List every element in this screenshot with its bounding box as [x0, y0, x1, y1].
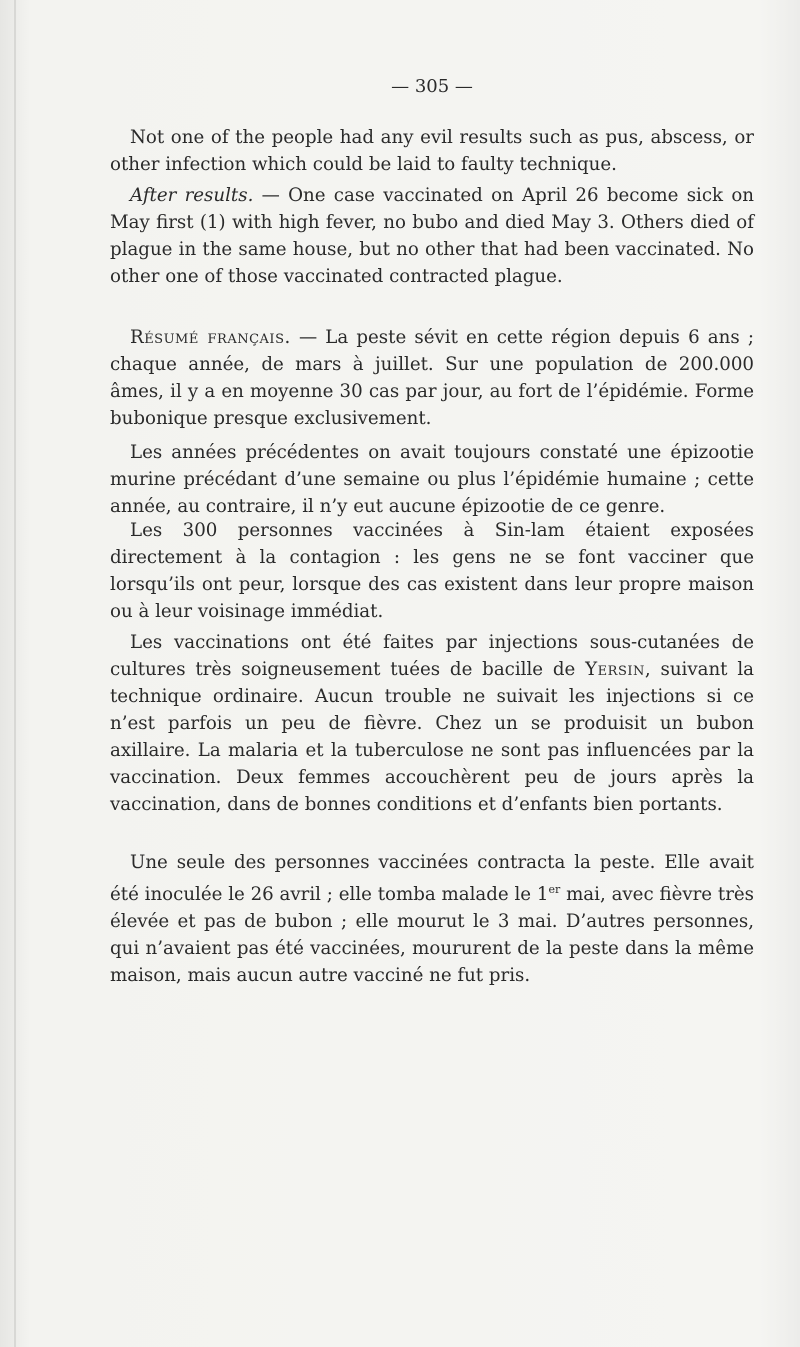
paragraph-english-2	[110, 182, 754, 290]
paragraph-french-3: Les 300 personnes vaccinées à Sin-lam étaient exposées directement à la contagion : les gens ne se font vacciner que lorsqu’ils ont peur, lorsque des cas existent dans leur propre maison ou à leur voisinage immédiat.	[110, 520, 754, 622]
paragraph-french-1	[110, 324, 754, 432]
resume-francais-text: — La peste sévit en cette région depuis 6 ans ; chaque année, de mars à juillet. Sur une population de 200.000 âmes, il y a en moyenne 30 cas par jour, au fort de l’épidémie. Forme bubonique presque exclusivement.	[110, 327, 755, 429]
after-results-heading: After results.	[130, 185, 254, 206]
paragraph-english-1: Not one of the people had any evil results such as pus, abscess, or other infection which could be laid to faulty technique.	[110, 127, 754, 175]
paragraph-french-4-part-b: , suivant la technique ordinaire. Aucun trouble ne suivait les injections si ce n’est parfois un peu de fièvre. Chez un se produisit un bubon axillaire. La malaria et la tuberculose ne sont pas influencées par la vaccination. Deux femmes accouchèrent peu de jours après la vaccination, dans de bonnes conditions et d’enfants bien portants.	[110, 659, 754, 815]
author-name-yersin: Yersin	[585, 659, 645, 680]
ordinal-superscript: er	[548, 883, 561, 896]
resume-francais-heading: Résumé français.	[130, 327, 291, 348]
paragraph-french-5	[110, 849, 754, 989]
paragraph-french-4-part-a: Les vaccinations ont été faites par injections sous-cutanées de cultures très soigneusement tuées de bacille de	[110, 632, 754, 680]
page-edge-shadow	[14, 0, 16, 1347]
paragraph-french-5-part-a: Une seule des personnes vaccinées contracta la peste. Elle avait été inoculée le 26 avril ; elle tomba malade le 1	[110, 852, 754, 906]
paragraph-french-4	[110, 629, 754, 818]
paragraph-french-2: Les années précédentes on avait toujours constaté une épizootie murine précédant d’une semaine ou plus l’épidémie humaine ; cette année, au contraire, il n’y eut aucune épizootie de ce genre.	[110, 442, 754, 517]
after-results-text: — One case vaccinated on April 26 become sick on May first (1) with high fever, no bubo and died May 3. Others died of plague in the same house, but no other that had been vaccinated. No other one of those vaccinated contracted plague.	[110, 185, 755, 287]
page-number: — 305 —	[391, 76, 473, 97]
paragraph-french-5-part-b: mai, avec fièvre très élevée et pas de bubon ; elle mourut le 3 mai. D’autres personnes, qui n’avaient pas été vaccinées, moururent de la peste dans la même maison, mais aucun autre vacciné ne fut pris.	[110, 884, 754, 987]
